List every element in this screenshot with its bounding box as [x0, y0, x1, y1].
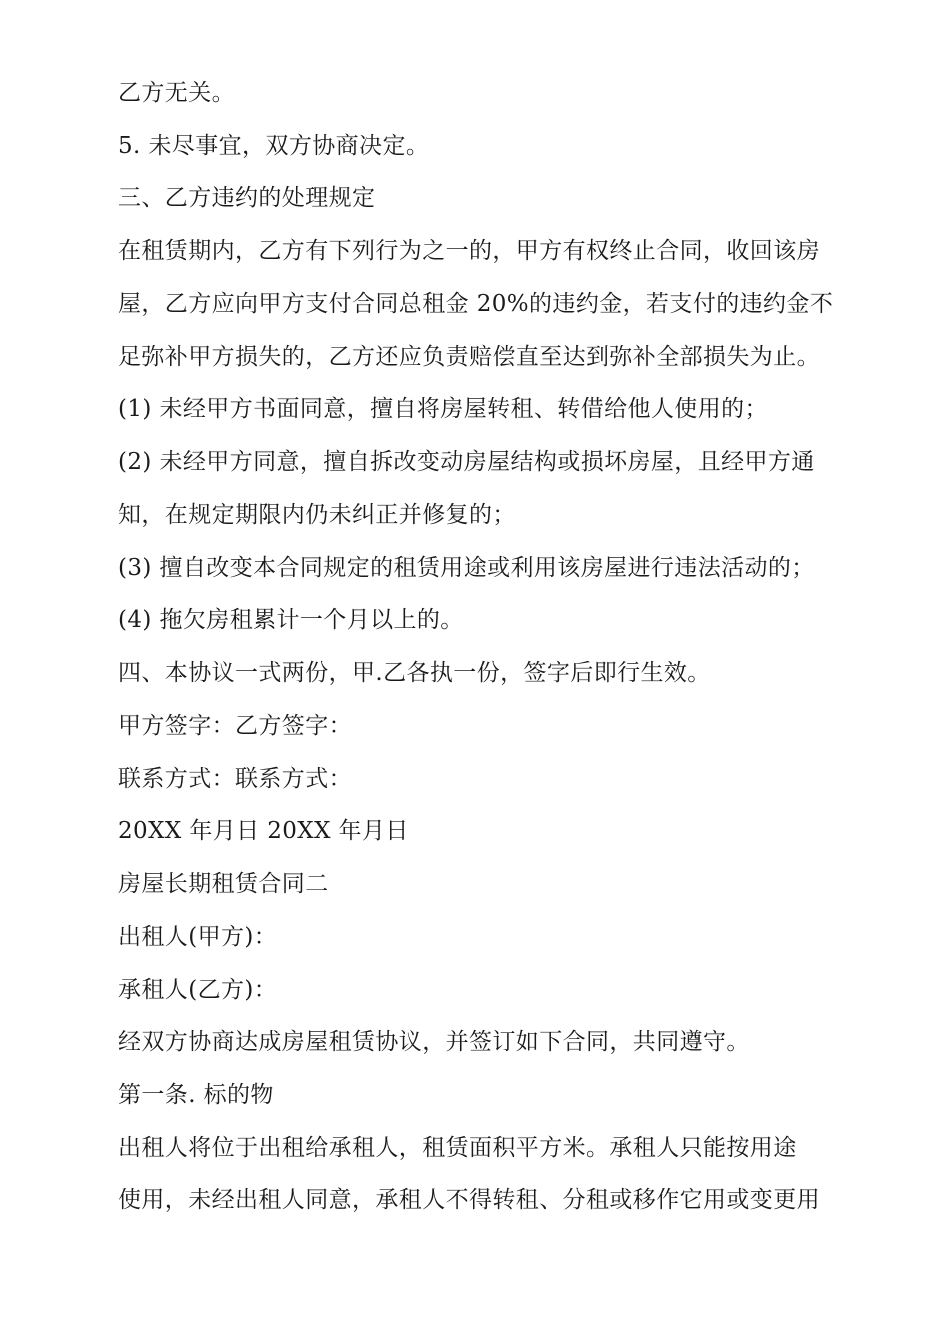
list-item: (3) 擅自改变本合同规定的租赁用途或利用该房屋进行违法活动的；	[118, 555, 815, 581]
date-line: 20XX 年月日 20XX 年月日	[118, 818, 409, 844]
list-item: (2) 未经甲方同意，擅自拆改变动房屋结构或损坏房屋，且经甲方通	[118, 449, 815, 475]
section-heading: 四、本协议一式两份，甲.乙各执一份，签字后即行生效。	[118, 660, 711, 686]
text-line: 足弥补甲方损失的，乙方还应负责赔偿直至达到弥补全部损失为止。	[118, 344, 820, 370]
text-line: 在租赁期内，乙方有下列行为之一的，甲方有权终止合同，收回该房	[118, 238, 820, 264]
list-item: (4) 拖欠房租累计一个月以上的。	[118, 607, 464, 633]
lessor-line: 出租人(甲方)：	[118, 924, 278, 950]
text-line: 经双方协商达成房屋租赁协议，并签订如下合同，共同遵守。	[118, 1029, 750, 1055]
text-line: 乙方无关。	[118, 80, 235, 106]
list-item: (1) 未经甲方书面同意，擅自将房屋转租、转借给他人使用的；	[118, 396, 768, 422]
contact-line: 联系方式：联系方式：	[118, 766, 352, 792]
text-line: 知，在规定期限内仍未纠正并修复的；	[118, 502, 516, 528]
section-heading: 三、乙方违约的处理规定	[118, 185, 376, 211]
text-line: 屋，乙方应向甲方支付合同总租金 20%的违约金，若支付的违约金不	[118, 291, 834, 317]
article-heading: 第一条. 标的物	[118, 1082, 274, 1108]
text-line: 使用，未经出租人同意，承租人不得转租、分租或移作它用或变更用	[118, 1187, 820, 1213]
text-line: 出租人将位于出租给承租人，租赁面积平方米。承租人只能按用途	[118, 1135, 797, 1161]
text-line: 5. 未尽事宜，双方协商决定。	[118, 133, 430, 159]
document-title: 房屋长期租赁合同二	[118, 871, 329, 897]
signature-line: 甲方签字：乙方签字：	[118, 713, 352, 739]
lessee-line: 承租人(乙方)：	[118, 977, 278, 1003]
